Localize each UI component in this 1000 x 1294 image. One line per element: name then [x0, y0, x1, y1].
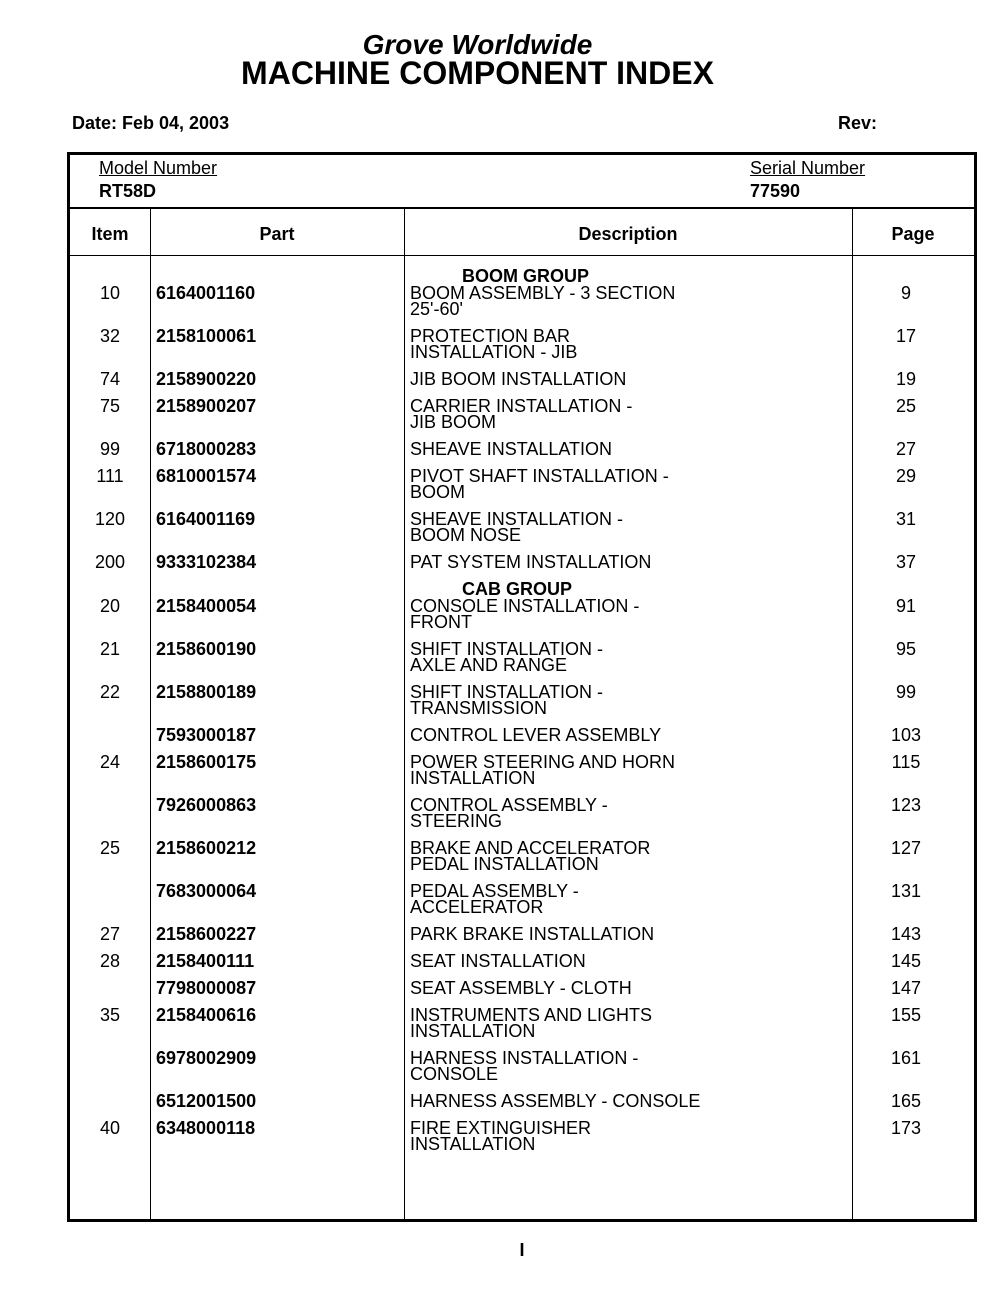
- description: [410, 1007, 652, 1039]
- description-line: CONSOLE INSTALLATION -: [410, 596, 640, 616]
- description: [410, 797, 608, 829]
- description-line: HARNESS INSTALLATION -: [410, 1048, 639, 1068]
- part-number: 6164001160: [156, 283, 256, 303]
- table-row: [70, 441, 974, 468]
- description: [410, 953, 586, 969]
- part-number: 6348000118: [156, 1118, 256, 1138]
- column-header-part: Part: [259, 224, 295, 244]
- item-number: 27: [99, 924, 121, 944]
- description-line: PEDAL INSTALLATION: [410, 854, 599, 874]
- item-number: 20: [99, 596, 121, 616]
- table-row: [70, 641, 974, 684]
- column-header-item: Item: [91, 224, 129, 244]
- item-number: 40: [99, 1118, 121, 1138]
- description-line: POWER STEERING AND HORN: [410, 752, 676, 772]
- description-line: SEAT ASSEMBLY - CLOTH: [410, 978, 632, 998]
- table-row: [70, 980, 974, 1007]
- serial-number-value: 77590: [750, 181, 801, 201]
- page-reference: 147: [890, 978, 922, 998]
- page-reference: 123: [890, 795, 922, 815]
- description-line: SHIFT INSTALLATION -: [410, 682, 604, 702]
- description-line: BOOM NOSE: [410, 525, 522, 545]
- description-line: PIVOT SHAFT INSTALLATION -: [410, 466, 669, 486]
- description-line: HARNESS ASSEMBLY - CONSOLE: [410, 1091, 701, 1111]
- serial-number-label: Serial Number: [750, 158, 866, 178]
- rev-text: Rev:: [838, 113, 878, 133]
- item-number: 24: [99, 752, 121, 772]
- description: [410, 511, 623, 543]
- table-row: [70, 328, 974, 371]
- part-number: 7593000187: [156, 725, 257, 745]
- description-line: PARK BRAKE INSTALLATION: [410, 924, 655, 944]
- description-line: FRONT: [410, 612, 472, 632]
- description: [410, 598, 639, 630]
- table-row: [70, 371, 974, 398]
- description-line: JIB BOOM INSTALLATION: [410, 369, 627, 389]
- description-line: CONTROL ASSEMBLY -: [410, 795, 608, 815]
- part-number: 2158400616: [156, 1005, 257, 1025]
- item-number: 21: [99, 639, 121, 659]
- description-line: BRAKE AND ACCELERATOR: [410, 838, 651, 858]
- page-reference: 19: [895, 369, 917, 389]
- item-number: 99: [99, 439, 121, 459]
- page-reference: 127: [890, 838, 922, 858]
- page-reference: 173: [890, 1118, 922, 1138]
- table-row: [70, 1007, 974, 1050]
- group-heading: CAB GROUP: [462, 579, 573, 599]
- table-row: [70, 926, 974, 953]
- description-line: PAT SYSTEM INSTALLATION: [410, 552, 652, 572]
- item-number: 32: [99, 326, 121, 346]
- item-number: 35: [99, 1005, 121, 1025]
- part-number: 2158100061: [156, 326, 257, 346]
- table-row: [70, 953, 974, 980]
- description-line: JIB BOOM: [410, 412, 497, 432]
- part-number: 6512001500: [156, 1091, 257, 1111]
- part-number: 6978002909: [156, 1048, 257, 1068]
- table-row: [70, 754, 974, 797]
- description: [410, 1050, 638, 1082]
- page-reference: 31: [895, 509, 917, 529]
- description-line: SHEAVE INSTALLATION -: [410, 509, 624, 529]
- page-reference: 9: [900, 283, 911, 303]
- table-body: [70, 268, 974, 1163]
- page-reference: 155: [890, 1005, 922, 1025]
- item-number: 22: [99, 682, 121, 702]
- description-line: TRANSMISSION: [410, 698, 548, 718]
- page-reference: 143: [890, 924, 922, 944]
- item-number: 25: [99, 838, 121, 858]
- table-row: [70, 1120, 974, 1163]
- part-number: 2158600175: [156, 752, 257, 772]
- description-line: CARRIER INSTALLATION -: [410, 396, 633, 416]
- column-header-description: Description: [578, 224, 678, 244]
- table-row: [70, 883, 974, 926]
- part-number: 7798000087: [156, 978, 257, 998]
- page-number: I: [519, 1240, 525, 1260]
- part-number: 9333102384: [156, 552, 257, 572]
- component-index-table: [67, 152, 977, 1222]
- date-text: Date: Feb 04, 2003: [72, 113, 230, 133]
- table-row: [70, 554, 974, 581]
- divider: [70, 207, 974, 209]
- part-number: 7926000863: [156, 795, 257, 815]
- description: [410, 328, 577, 360]
- page-reference: 37: [895, 552, 917, 572]
- table-row: [70, 1093, 974, 1120]
- model-number-value: RT58D: [99, 181, 157, 201]
- model-number-label: Model Number: [99, 158, 218, 178]
- table-row: [70, 598, 974, 641]
- part-number: 2158600227: [156, 924, 257, 944]
- description: [410, 926, 654, 942]
- table-row: [70, 1050, 974, 1093]
- part-number: 6810001574: [156, 466, 257, 486]
- part-number: 6164001169: [156, 509, 256, 529]
- divider: [70, 255, 974, 256]
- item-number: 10: [99, 283, 121, 303]
- description-line: PEDAL ASSEMBLY -: [410, 881, 579, 901]
- item-number: 28: [99, 951, 121, 971]
- page-reference: 25: [895, 396, 917, 416]
- page-reference: 29: [895, 466, 917, 486]
- page-reference: 103: [890, 725, 922, 745]
- description-line: BOOM: [410, 482, 466, 502]
- group-heading: BOOM GROUP: [462, 266, 590, 286]
- description-line: INSTALLATION: [410, 768, 536, 788]
- table-row: [70, 511, 974, 554]
- description: [410, 554, 651, 570]
- item-number: 200: [94, 552, 126, 572]
- part-number: 2158900220: [156, 369, 257, 389]
- part-number: 2158600190: [156, 639, 257, 659]
- part-number: 2158900207: [156, 396, 257, 416]
- company-name: Grove Worldwide: [362, 29, 593, 60]
- description: [410, 840, 650, 872]
- page-reference: 91: [895, 596, 917, 616]
- description-line: INSTRUMENTS AND LIGHTS: [410, 1005, 653, 1025]
- description-line: STEERING: [410, 811, 503, 831]
- table-row: [70, 840, 974, 883]
- part-number: 7683000064: [156, 881, 257, 901]
- description-line: PROTECTION BAR: [410, 326, 571, 346]
- item-number: 111: [96, 466, 124, 486]
- page-reference: 99: [895, 682, 917, 702]
- description: [410, 285, 675, 317]
- description-line: 25'-60': [410, 299, 463, 319]
- page-reference: 17: [895, 326, 917, 346]
- table-row: [70, 797, 974, 840]
- description-line: SEAT INSTALLATION: [410, 951, 586, 971]
- item-number: 120: [94, 509, 126, 529]
- table-row: [70, 727, 974, 754]
- description: [410, 1120, 591, 1152]
- description-line: BOOM ASSEMBLY - 3 SECTION: [410, 283, 676, 303]
- item-number: 75: [99, 396, 121, 416]
- description-line: INSTALLATION: [410, 1134, 536, 1154]
- description: [410, 754, 675, 786]
- table-row: [70, 398, 974, 441]
- description: [410, 398, 632, 430]
- table-row: [70, 285, 974, 328]
- description-line: INSTALLATION - JIB: [410, 342, 578, 362]
- description: [410, 883, 579, 915]
- page-reference: 115: [891, 752, 921, 772]
- description-line: ACCELERATOR: [410, 897, 544, 917]
- description-line: FIRE EXTINGUISHER: [410, 1118, 592, 1138]
- description: [410, 1093, 700, 1109]
- page-title: MACHINE COMPONENT INDEX: [241, 55, 714, 91]
- table-row: [70, 468, 974, 511]
- page-reference: 131: [890, 881, 922, 901]
- description: [410, 441, 612, 457]
- description-line: SHIFT INSTALLATION -: [410, 639, 604, 659]
- part-number: 2158400111: [156, 951, 255, 971]
- table-row: [70, 684, 974, 727]
- page-reference: 27: [895, 439, 917, 459]
- description-line: AXLE AND RANGE: [410, 655, 568, 675]
- description-line: CONSOLE: [410, 1064, 499, 1084]
- description-line: SHEAVE INSTALLATION: [410, 439, 613, 459]
- item-number: 74: [99, 369, 121, 389]
- description: [410, 641, 603, 673]
- description: [410, 980, 632, 996]
- page-reference: 161: [890, 1048, 922, 1068]
- part-number: 6718000283: [156, 439, 257, 459]
- part-number: 2158400054: [156, 596, 257, 616]
- page-reference: 95: [895, 639, 917, 659]
- description: [410, 468, 669, 500]
- description: [410, 684, 603, 716]
- page-reference: 145: [890, 951, 922, 971]
- description: [410, 727, 661, 743]
- column-header-page: Page: [891, 224, 935, 244]
- part-number: 2158800189: [156, 682, 257, 702]
- description-line: CONTROL LEVER ASSEMBLY: [410, 725, 662, 745]
- part-number: 2158600212: [156, 838, 257, 858]
- page-reference: 165: [890, 1091, 922, 1111]
- description: [410, 371, 626, 387]
- description-line: INSTALLATION: [410, 1021, 536, 1041]
